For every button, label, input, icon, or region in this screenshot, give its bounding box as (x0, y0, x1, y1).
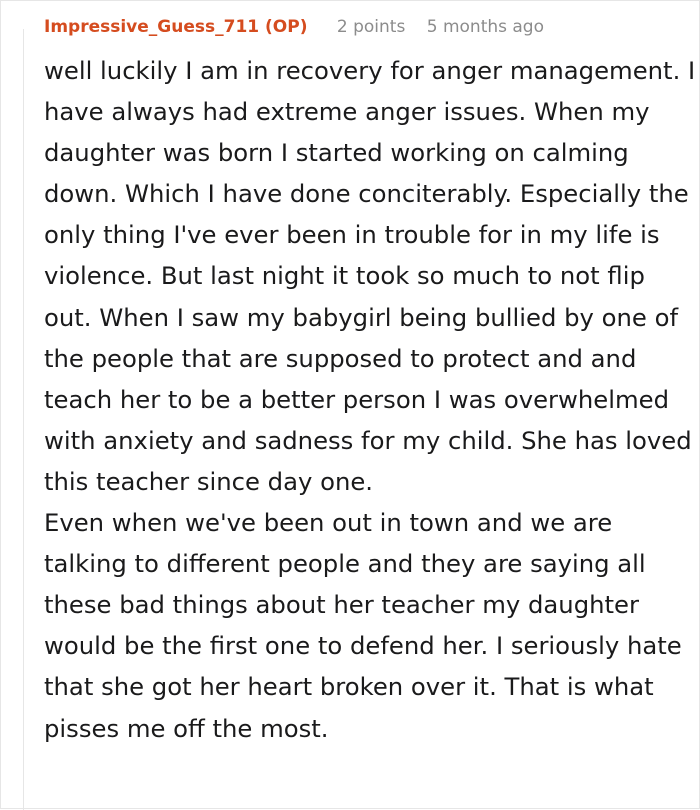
thread-line[interactable] (23, 29, 24, 810)
comment-body (44, 50, 699, 749)
timestamp[interactable]: 5 months ago (426, 17, 544, 37)
comment-header (44, 17, 560, 37)
comment-paragraph: well luckily I am in recovery for anger management. I have always had extreme anger issues. When my daughter was born I started working on calming down. Which I have done conciterably. Especially the only thing I've ever been in trouble for in my life is violence. But last night it took so much to not flip out. When I saw my babygirl being bullied by one of the people that are supposed to protect and and teach her to be a better person I was overwhelmed with anxiety and sadness for my child. She has loved this teacher since day one. (44, 56, 696, 496)
author-link[interactable]: Impressive_Guess_711 (OP) (44, 17, 308, 37)
comment-paragraph: Even when we've been out in town and we are talking to different people and they are saying all these bad things about her teacher my daughter would be the first one to defend her. I seriously hate that she got her heart broken over it. That is what pisses me off the most. (44, 508, 682, 743)
points: 2 points (336, 17, 406, 37)
